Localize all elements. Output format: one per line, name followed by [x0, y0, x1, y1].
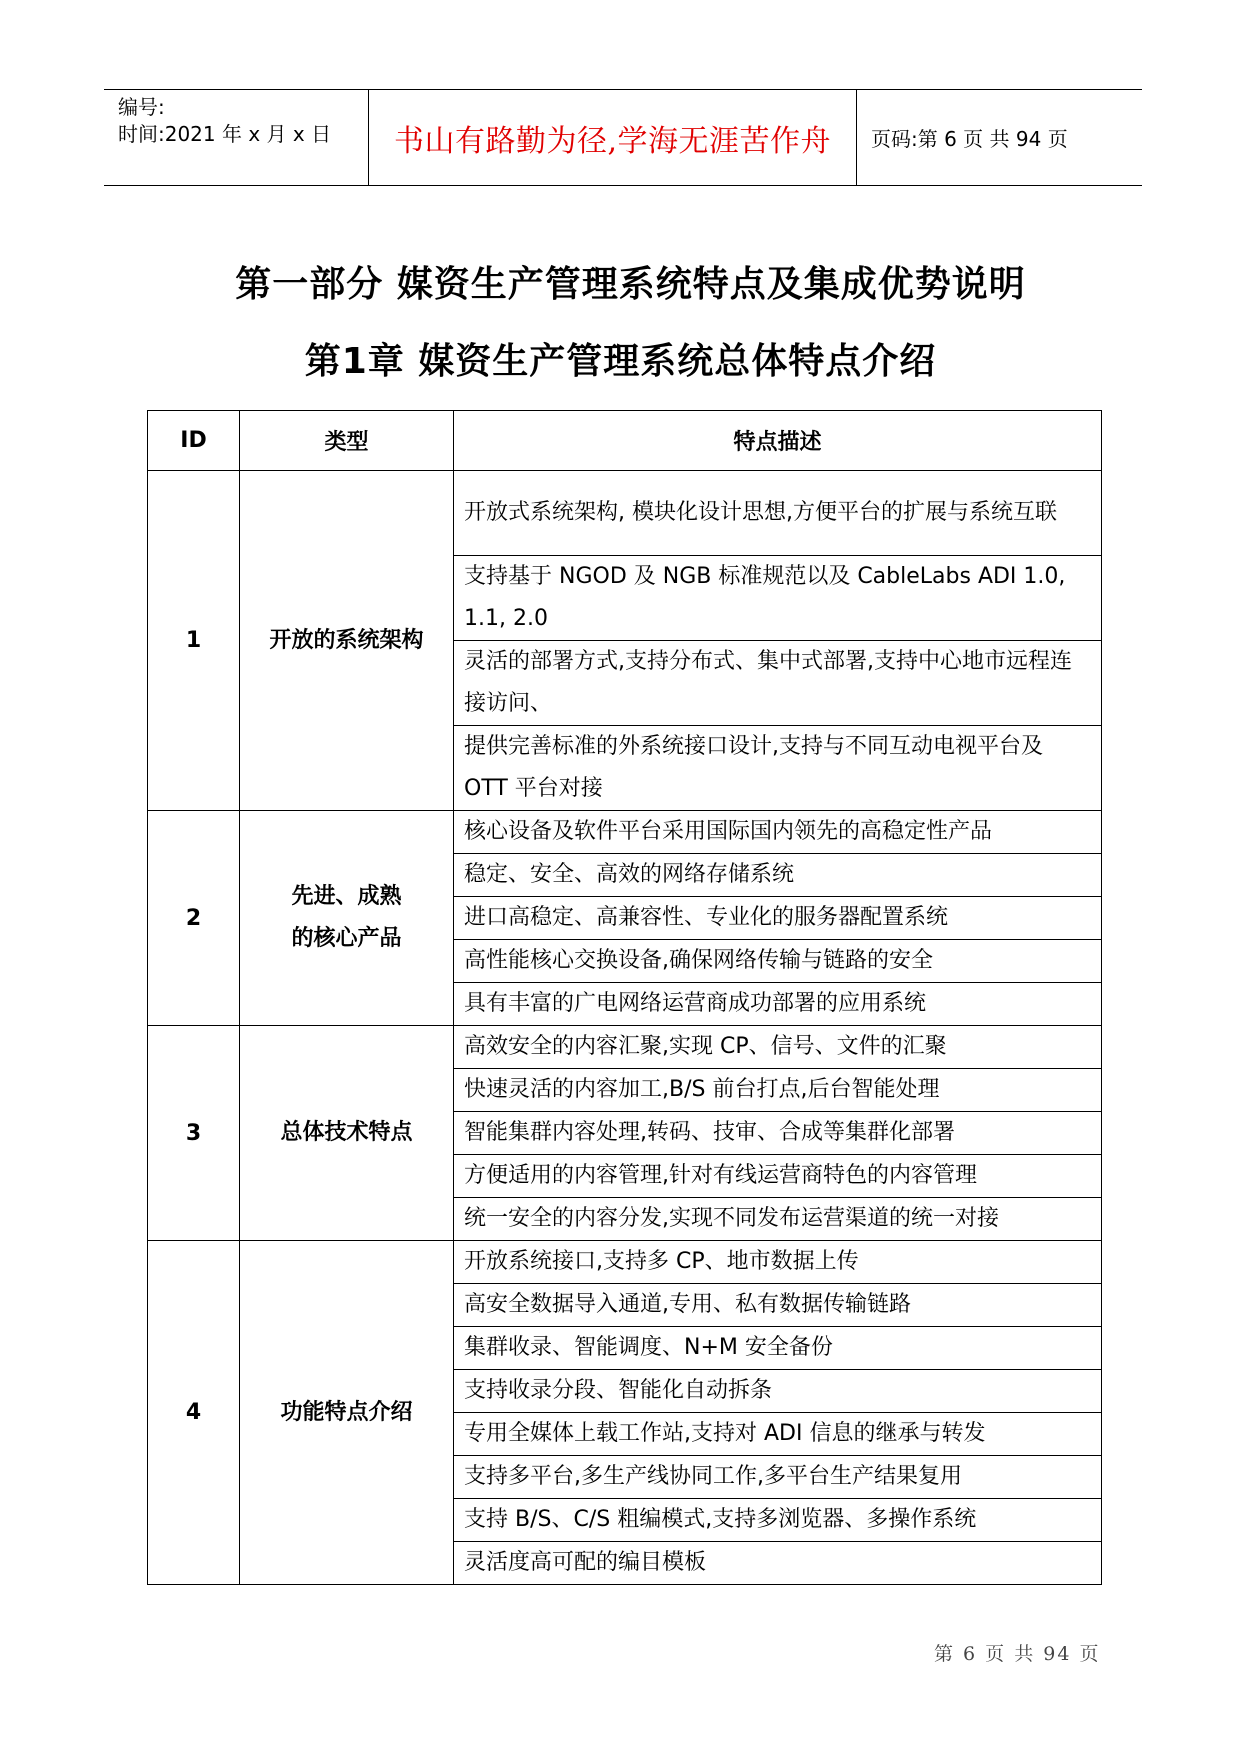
page-header — [104, 89, 1142, 186]
row-type: 功能特点介绍 — [240, 1241, 454, 1585]
table-row — [148, 1241, 1102, 1284]
row-id: 1 — [148, 471, 240, 811]
features-table — [147, 410, 1102, 1585]
header-id: ID — [148, 411, 240, 471]
header-description: 特点描述 — [454, 411, 1102, 471]
feature-description: 方便适用的内容管理,针对有线运营商特色的内容管理 — [454, 1155, 1102, 1198]
feature-description: 高性能核心交换设备,确保网络传输与链路的安全 — [454, 940, 1102, 983]
document-number-label: 编号: — [118, 95, 165, 119]
feature-description: 灵活度高可配的编目模板 — [454, 1542, 1102, 1585]
table-row — [148, 471, 1102, 556]
feature-description: 高安全数据导入通道,专用、私有数据传输链路 — [454, 1284, 1102, 1327]
feature-description: 支持多平台,多生产线协同工作,多平台生产结果复用 — [454, 1456, 1102, 1499]
header-type: 类型 — [240, 411, 454, 471]
feature-description: 快速灵活的内容加工,B/S 前台打点,后台智能处理 — [454, 1069, 1102, 1112]
feature-description: 支持 B/S、C/S 粗编模式,支持多浏览器、多操作系统 — [454, 1499, 1102, 1542]
row-id: 3 — [148, 1026, 240, 1241]
row-type — [240, 811, 454, 1026]
feature-description: 灵活的部署方式,支持分布式、集中式部署,支持中心地市远程连接访问、 — [454, 641, 1102, 726]
feature-description: 进口高稳定、高兼容性、专业化的服务器配置系统 — [454, 897, 1102, 940]
row-type: 总体技术特点 — [240, 1026, 454, 1241]
row-type-line: 先进、成熟 — [291, 884, 402, 909]
feature-description: 核心设备及软件平台采用国际国内领先的高稳定性产品 — [454, 811, 1102, 854]
part-title: 第一部分 媒资生产管理系统特点及集成优势说明 — [235, 264, 1026, 305]
header-motto: 书山有路勤为径,学海无涯苦作舟 — [369, 90, 857, 185]
feature-description: 提供完善标准的外系统接口设计,支持与不同互动电视平台及 OTT 平台对接 — [454, 726, 1102, 811]
feature-description: 专用全媒体上载工作站,支持对 ADI 信息的继承与转发 — [454, 1413, 1102, 1456]
row-id: 4 — [148, 1241, 240, 1585]
feature-description: 稳定、安全、高效的网络存储系统 — [454, 854, 1102, 897]
document-time-label: 时间:2021 年 x 月 x 日 — [118, 122, 332, 146]
table-header-row — [148, 411, 1102, 471]
feature-description: 开放式系统架构, 模块化设计思想,方便平台的扩展与系统互联 — [454, 471, 1102, 556]
header-meta — [104, 90, 369, 185]
row-type: 开放的系统架构 — [240, 471, 454, 811]
feature-description: 高效安全的内容汇聚,实现 CP、信号、文件的汇聚 — [454, 1026, 1102, 1069]
page-footer: 第 6 页 共 94 页 — [934, 1643, 1101, 1665]
chapter-title: 第1章 媒资生产管理系统总体特点介绍 — [304, 341, 937, 382]
feature-description: 支持收录分段、智能化自动拆条 — [454, 1370, 1102, 1413]
table-row — [148, 811, 1102, 854]
feature-description: 统一安全的内容分发,实现不同发布运营渠道的统一对接 — [454, 1198, 1102, 1241]
row-type-line: 的核心产品 — [291, 926, 402, 951]
feature-description: 智能集群内容处理,转码、技审、合成等集群化部署 — [454, 1112, 1102, 1155]
feature-description: 支持基于 NGOD 及 NGB 标准规范以及 CableLabs ADI 1.0, 1.1, 2.0 — [454, 556, 1102, 641]
feature-description: 集群收录、智能调度、N+M 安全备份 — [454, 1327, 1102, 1370]
feature-description: 具有丰富的广电网络运营商成功部署的应用系统 — [454, 983, 1102, 1026]
header-page-code: 页码:第 6 页 共 94 页 — [871, 127, 1068, 151]
table-row — [148, 1026, 1102, 1069]
row-id: 2 — [148, 811, 240, 1026]
feature-description: 开放系统接口,支持多 CP、地市数据上传 — [454, 1241, 1102, 1284]
